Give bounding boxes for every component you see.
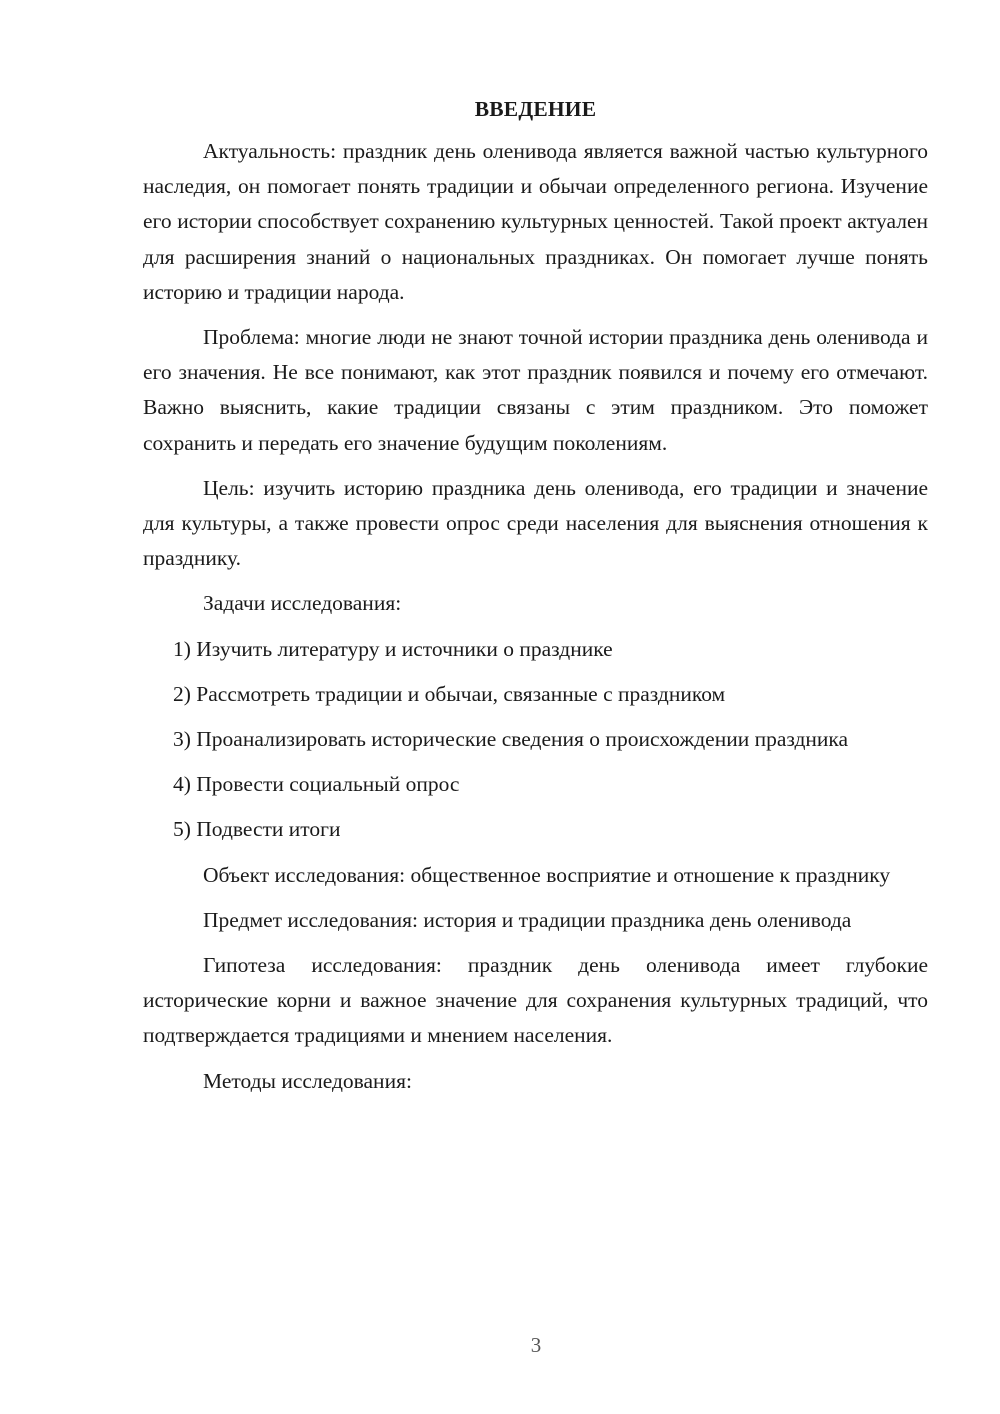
list-item: 5) Подвести итоги <box>173 817 341 842</box>
tasks-list <box>143 632 928 848</box>
paragraph-relevance: Актуальность: праздник день оленивода является важной частью культурного наследия, он помогает понять традиции и обычаи определенного региона. Изучение его истории способствует сохранению культурных ценностей. Такой проект актуален для расширения знаний о национальных праздниках. Он помогает лучше понять историю и традиции народа. <box>143 139 928 304</box>
paragraph-hypothesis: Гипотеза исследования: праздник день оленивода имеет глубокие исторические корни и важное значение для сохранения культурных традиций, что подтверждается традициями и мнением населения. <box>143 953 928 1048</box>
list-item: 2) Рассмотреть традиции и обычаи, связанные с праздником <box>173 681 726 706</box>
paragraph-goal: Цель: изучить историю праздника день оленивода, его традиции и значение для культуры, а также провести опрос среди населения для выяснения отношения к празднику. <box>143 475 928 571</box>
page-number: 3 <box>530 1333 542 1357</box>
paragraph-problem: Проблема: многие люди не знают точной истории праздника день оленивода и его значения. Не все понимают, как этот праздник появился и почему его отмечают. Важно выяснить, какие традиции связаны с этим праздником. Это поможет сохранить и передать его значение будущим поколениям. <box>143 325 928 455</box>
document-page <box>143 92 928 1109</box>
methods-heading: Методы исследования: <box>203 1068 412 1093</box>
section-title: ВВЕДЕНИЕ <box>474 97 597 121</box>
paragraph-object: Объект исследования: общественное восприятие и отношение к празднику <box>203 862 891 887</box>
list-item: 3) Проанализировать исторические сведения о происхождении праздника <box>173 727 849 752</box>
tasks-heading: Задачи исследования: <box>203 591 402 616</box>
list-item: 1) Изучить литературу и источники о празднике <box>173 636 613 661</box>
list-item: 4) Провести социальный опрос <box>173 772 460 797</box>
paragraph-subject: Предмет исследования: история и традиции праздника день оленивода <box>203 907 852 932</box>
